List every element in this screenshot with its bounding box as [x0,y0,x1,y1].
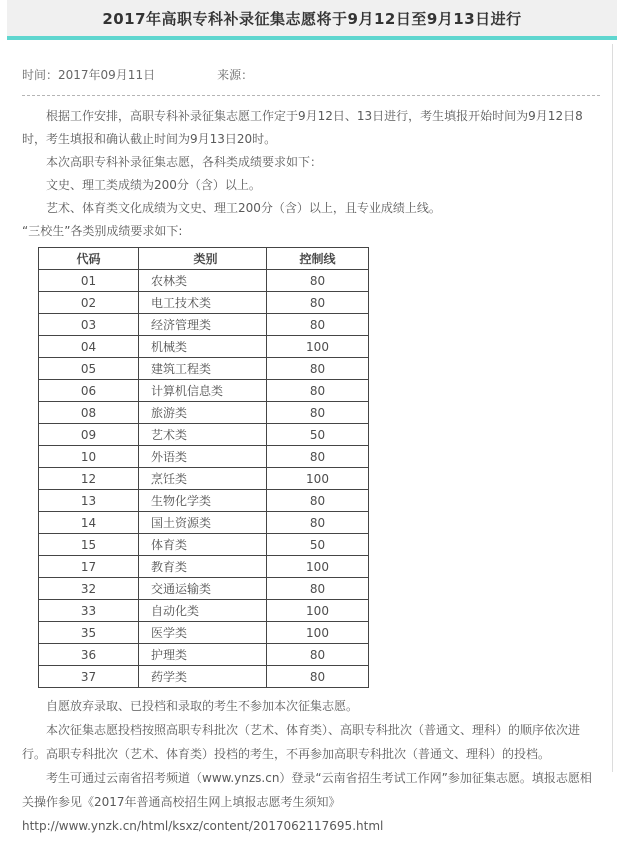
category-cell: 经济管理类 [139,314,267,336]
controlline-cell: 80 [267,512,369,534]
code-cell: 15 [39,534,139,556]
intro-paragraph: 根据工作安排，高职专科补录征集志愿工作定于9月12日、13日进行，考生填报开始时间为9月12日8时，考生填报和确认截止时间为9月13日20时。 [22,109,583,146]
table-row [39,402,369,424]
table-body [39,270,369,688]
code-cell: 12 [39,468,139,490]
controlline-cell: 80 [267,644,369,666]
table-row [39,622,369,644]
meta-bar [22,40,600,95]
table-row [39,600,369,622]
score-control-table [38,247,369,688]
table-row [39,512,369,534]
controlline-cell: 80 [267,380,369,402]
category-cell: 艺术类 [139,424,267,446]
closing-paragraphs [22,688,600,838]
controlline-cell: 80 [267,578,369,600]
controlline-cell: 80 [267,270,369,292]
code-cell: 05 [39,358,139,380]
category-cell: 生物化学类 [139,490,267,512]
category-cell: 建筑工程类 [139,358,267,380]
category-cell: 交通运输类 [139,578,267,600]
table-header-row [39,248,369,270]
category-cell: 自动化类 [139,600,267,622]
category-cell: 教育类 [139,556,267,578]
article-content [0,40,624,854]
reference-url: http://www.ynzk.cn/html/ksxz/content/2017062117695.html [22,819,384,833]
page-title: 2017年高职专科补录征集志愿将于9月12日至9月13日进行 [102,9,522,28]
controlline-cell: 100 [267,468,369,490]
category-cell: 体育类 [139,534,267,556]
code-cell: 10 [39,446,139,468]
content-right-border [612,44,613,772]
table-row [39,380,369,402]
table-row [39,534,369,556]
code-cell: 13 [39,490,139,512]
table-row [39,292,369,314]
category-cell: 农林类 [139,270,267,292]
table-row [39,424,369,446]
controlline-cell: 80 [267,446,369,468]
category-cell: 计算机信息类 [139,380,267,402]
code-cell: 09 [39,424,139,446]
table-row [39,358,369,380]
intro-paragraph: “三校生”各类别成绩要求如下: [22,224,183,238]
table-row [39,336,369,358]
controlline-cell: 100 [267,622,369,644]
code-cell: 17 [39,556,139,578]
intro-paragraphs [22,96,600,243]
table-head [39,248,369,270]
closing-paragraph: 考生可通过云南省招考频道（www.ynzs.cn）登录“云南省招生考试工作网”参加征集志愿。填报志愿相关操作参见《2017年普通高校招生网上填报志愿考生须知》 [22,771,592,809]
controlline-cell: 80 [267,666,369,688]
controlline-cell: 100 [267,336,369,358]
publish-time: 时间：2017年09月11日 [22,68,156,82]
table-row [39,314,369,336]
source-label: 来源： [217,68,254,82]
category-cell: 外语类 [139,446,267,468]
category-cell: 旅游类 [139,402,267,424]
code-header-cell: 代码 [39,248,139,270]
code-cell: 14 [39,512,139,534]
controlline-cell: 50 [267,424,369,446]
code-cell: 06 [39,380,139,402]
code-cell: 36 [39,644,139,666]
category-cell: 医学类 [139,622,267,644]
category-cell: 药学类 [139,666,267,688]
table-row [39,578,369,600]
controlline-cell: 80 [267,402,369,424]
article-title-bar [7,0,617,40]
table-row [39,270,369,292]
controlline-cell: 80 [267,292,369,314]
intro-paragraph: 艺术、体育类文化成绩为文史、理工200分（含）以上，且专业成绩上线。 [46,201,441,215]
table-row [39,468,369,490]
controlline-cell: 100 [267,600,369,622]
code-cell: 04 [39,336,139,358]
controlline-header-cell: 控制线 [267,248,369,270]
controlline-cell: 80 [267,358,369,380]
category-cell: 烹饪类 [139,468,267,490]
table-row [39,666,369,688]
table-row [39,446,369,468]
closing-paragraph: 本次征集志愿投档按照高职专科批次（艺术、体育类）、高职专科批次（普通文、理科）的顺序依次进行。高职专科批次（艺术、体育类）投档的考生，不再参加高职专科批次（普通文、理科）的投档。 [22,723,581,761]
code-cell: 37 [39,666,139,688]
table-row [39,644,369,666]
controlline-cell: 80 [267,314,369,336]
code-cell: 35 [39,622,139,644]
controlline-cell: 80 [267,490,369,512]
code-cell: 33 [39,600,139,622]
code-cell: 32 [39,578,139,600]
intro-paragraph: 文史、理工类成绩为200分（含）以上。 [46,178,261,192]
category-cell: 护理类 [139,644,267,666]
intro-paragraph: 本次高职专科补录征集志愿，各科类成绩要求如下： [46,155,323,169]
closing-paragraph: 自愿放弃录取、已投档和录取的考生不参加本次征集志愿。 [46,699,359,713]
category-header-cell: 类别 [139,248,267,270]
table-row [39,490,369,512]
code-cell: 08 [39,402,139,424]
controlline-cell: 100 [267,556,369,578]
controlline-cell: 50 [267,534,369,556]
code-cell: 03 [39,314,139,336]
category-cell: 电工技术类 [139,292,267,314]
code-cell: 01 [39,270,139,292]
category-cell: 机械类 [139,336,267,358]
category-cell: 国土资源类 [139,512,267,534]
table-row [39,556,369,578]
code-cell: 02 [39,292,139,314]
